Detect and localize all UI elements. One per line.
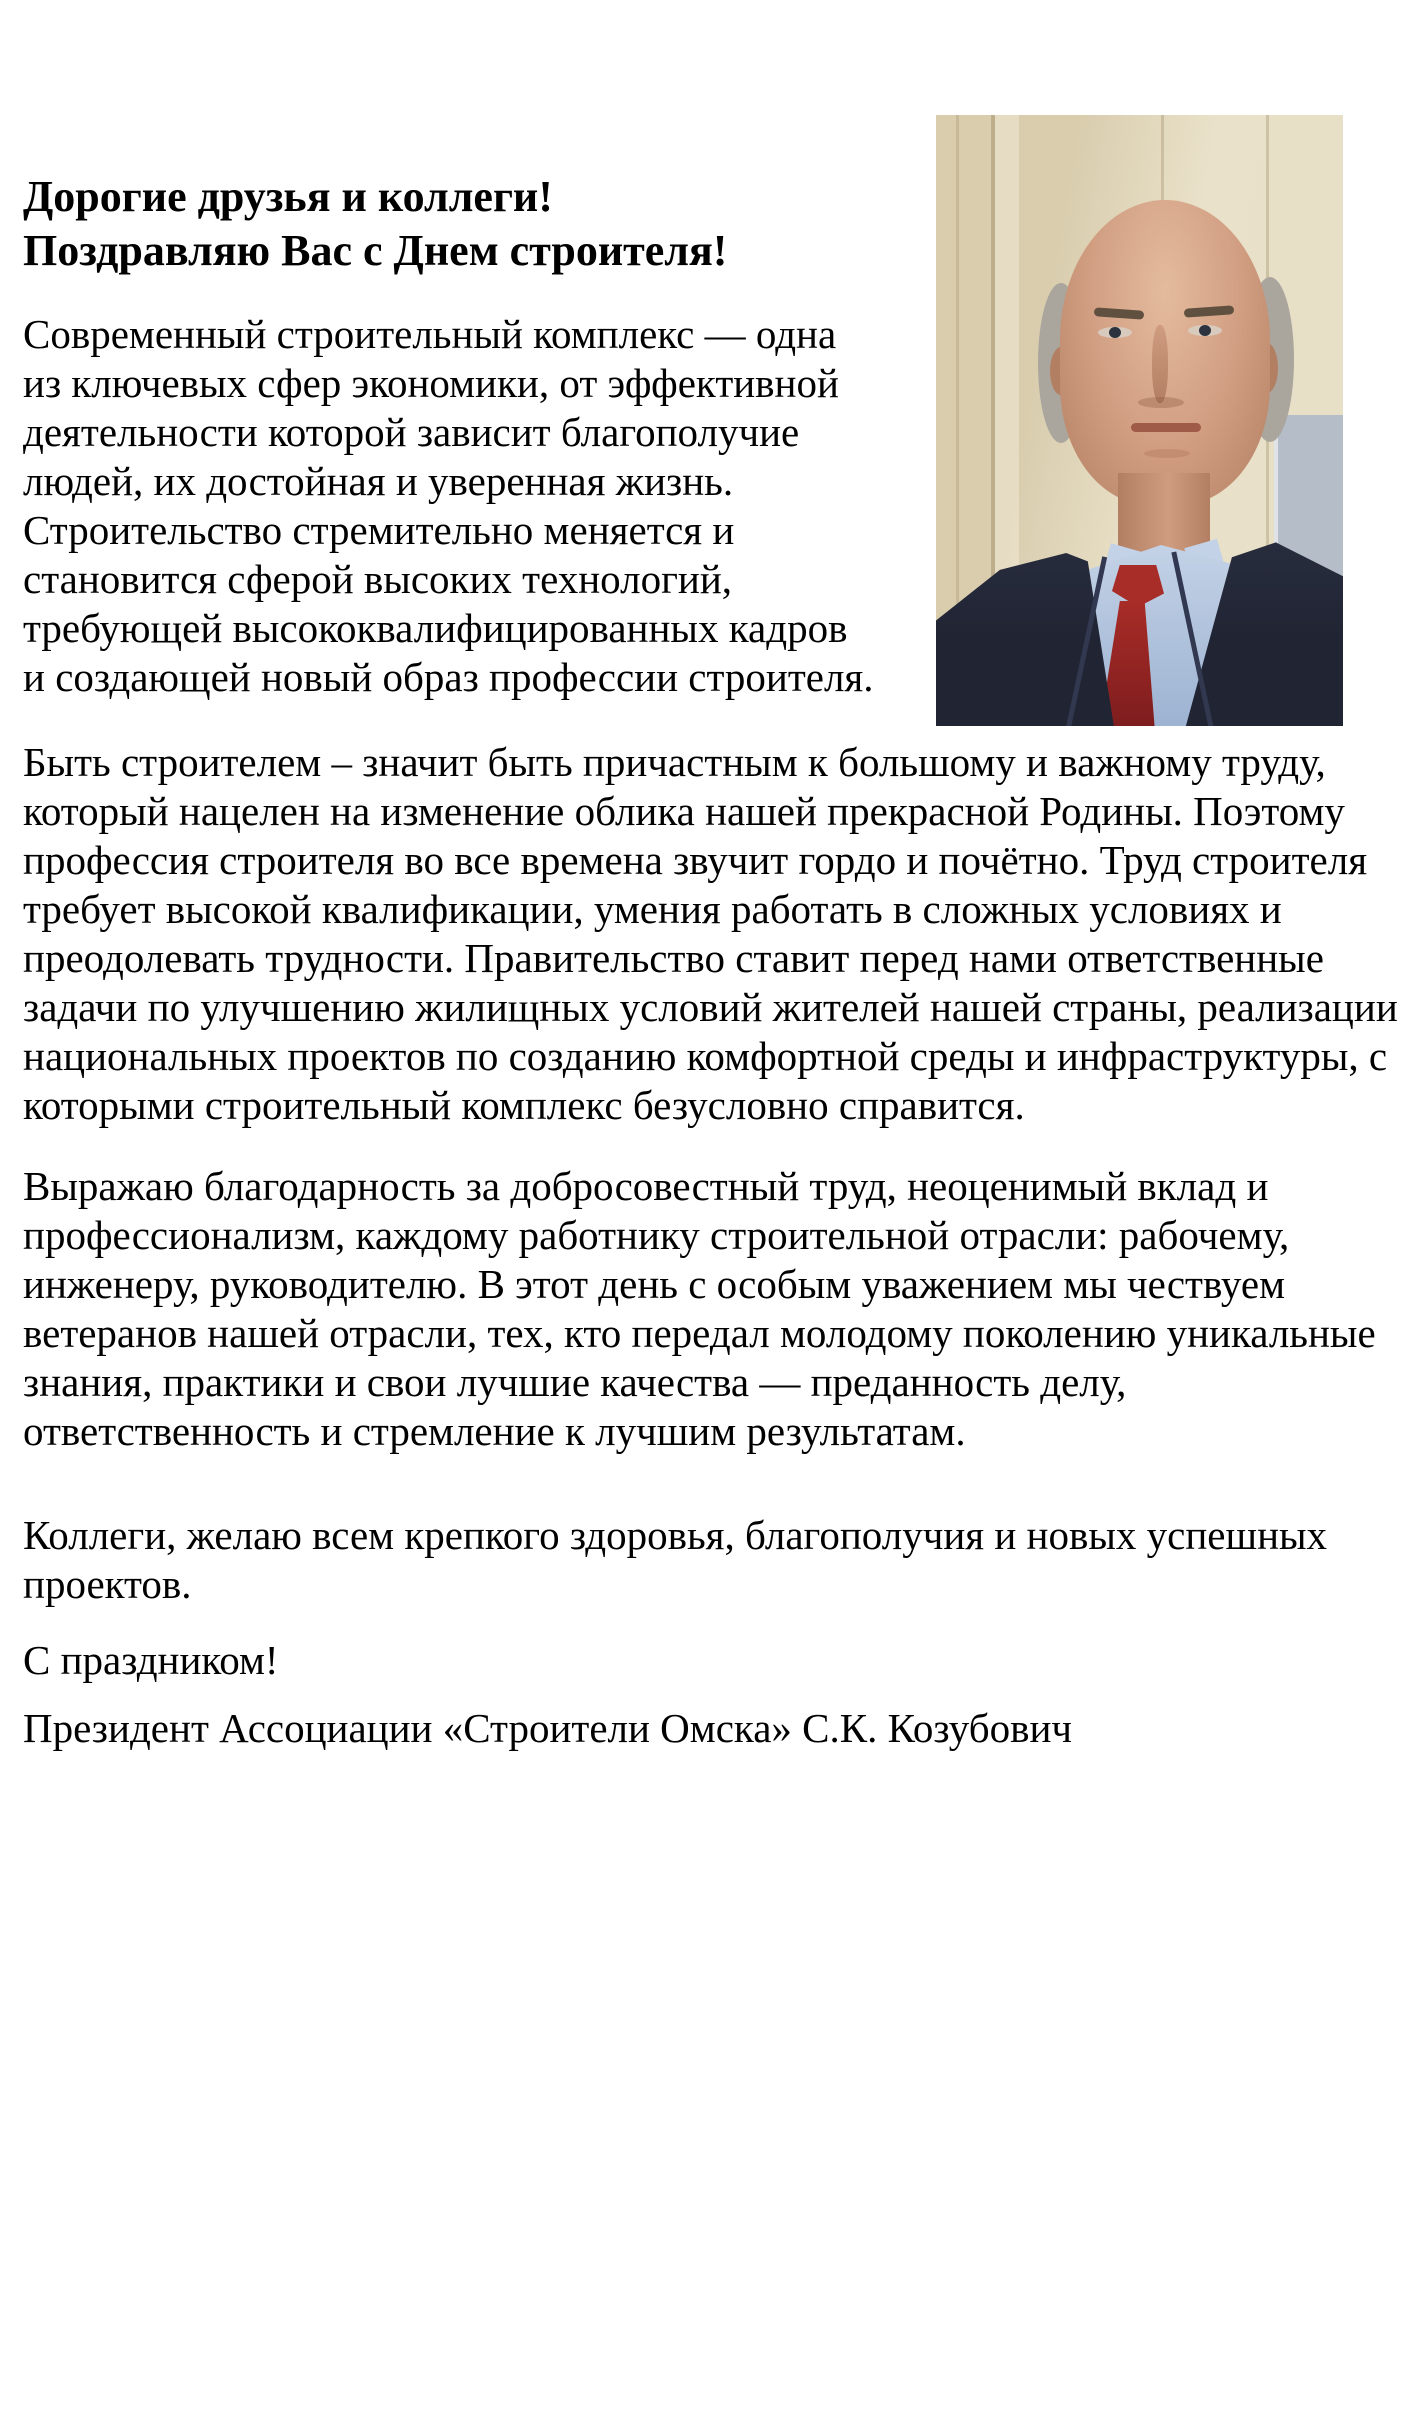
text-line: Выражаю благодарность за добросовестный труд, неоценимый вклад и <box>23 1163 1269 1209</box>
letter-content <box>23 0 1400 1753</box>
text-line: из ключевых сфер экономики, от эффективной <box>23 360 839 406</box>
paragraph-being-a-builder <box>23 738 1400 1130</box>
signature-line <box>23 1704 1400 1753</box>
text-line: С праздником! <box>23 1637 279 1683</box>
text-line: национальных проектов по созданию комфортной среды и инфраструктуры, с <box>23 1033 1388 1079</box>
text-line: Президент Ассоциации «Строители Омска» С.К. Козубович <box>23 1705 1073 1751</box>
heading-line-2: Поздравляю Вас с Днем строителя! <box>23 226 728 275</box>
paragraph-gratitude <box>23 1162 1400 1456</box>
greeting-heading <box>23 170 1400 278</box>
text-line: которыми строительный комплекс безусловно справится. <box>23 1082 1025 1128</box>
text-line: преодолевать трудности. Правительство ставит перед нами ответственные <box>23 935 1324 981</box>
text-line: ветеранов нашей отрасли, тех, кто передал молодому поколению уникальные <box>23 1310 1376 1356</box>
text-line: Строительство стремительно меняется и <box>23 507 735 553</box>
text-line: задачи по улучшению жилищных условий жителей нашей страны, реализации <box>23 984 1398 1030</box>
text-line: знания, практики и свои лучшие качества — преданность делу, <box>23 1359 1127 1405</box>
paragraph-intro <box>23 310 923 702</box>
paragraph-holiday-greeting <box>23 1636 1400 1685</box>
text-line: инженеру, руководителю. В этот день с особым уважением мы чествуем <box>23 1261 1286 1307</box>
text-line: требует высокой квалификации, умения работать в сложных условиях и <box>23 886 1282 932</box>
heading-line-1: Дорогие друзья и коллеги! <box>23 172 553 221</box>
text-line: и создающей новый образ профессии строителя. <box>23 654 874 700</box>
text-line: проектов. <box>23 1561 192 1607</box>
text-line: профессия строителя во все времена звучит гордо и почётно. Труд строителя <box>23 837 1368 883</box>
text-line: Современный строительный комплекс — одна <box>23 311 837 357</box>
text-line: профессионализм, каждому работнику строительной отрасли: рабочему, <box>23 1212 1290 1258</box>
text-line: людей, их достойная и уверенная жизнь. <box>23 458 734 504</box>
text-line: который нацелен на изменение облика нашей прекрасной Родины. Поэтому <box>23 788 1345 834</box>
paragraph-wishes <box>23 1511 1400 1609</box>
text-line: становится сферой высоких технологий, <box>23 556 733 602</box>
text-line: Коллеги, желаю всем крепкого здоровья, благополучия и новых успешных <box>23 1512 1328 1558</box>
text-line: требующей высококвалифицированных кадров <box>23 605 848 651</box>
text-line: ответственность и стремление к лучшим результатам. <box>23 1408 966 1454</box>
text-line: деятельности которой зависит благополучие <box>23 409 800 455</box>
text-line: Быть строителем – значит быть причастным к большому и важному труду, <box>23 739 1326 785</box>
